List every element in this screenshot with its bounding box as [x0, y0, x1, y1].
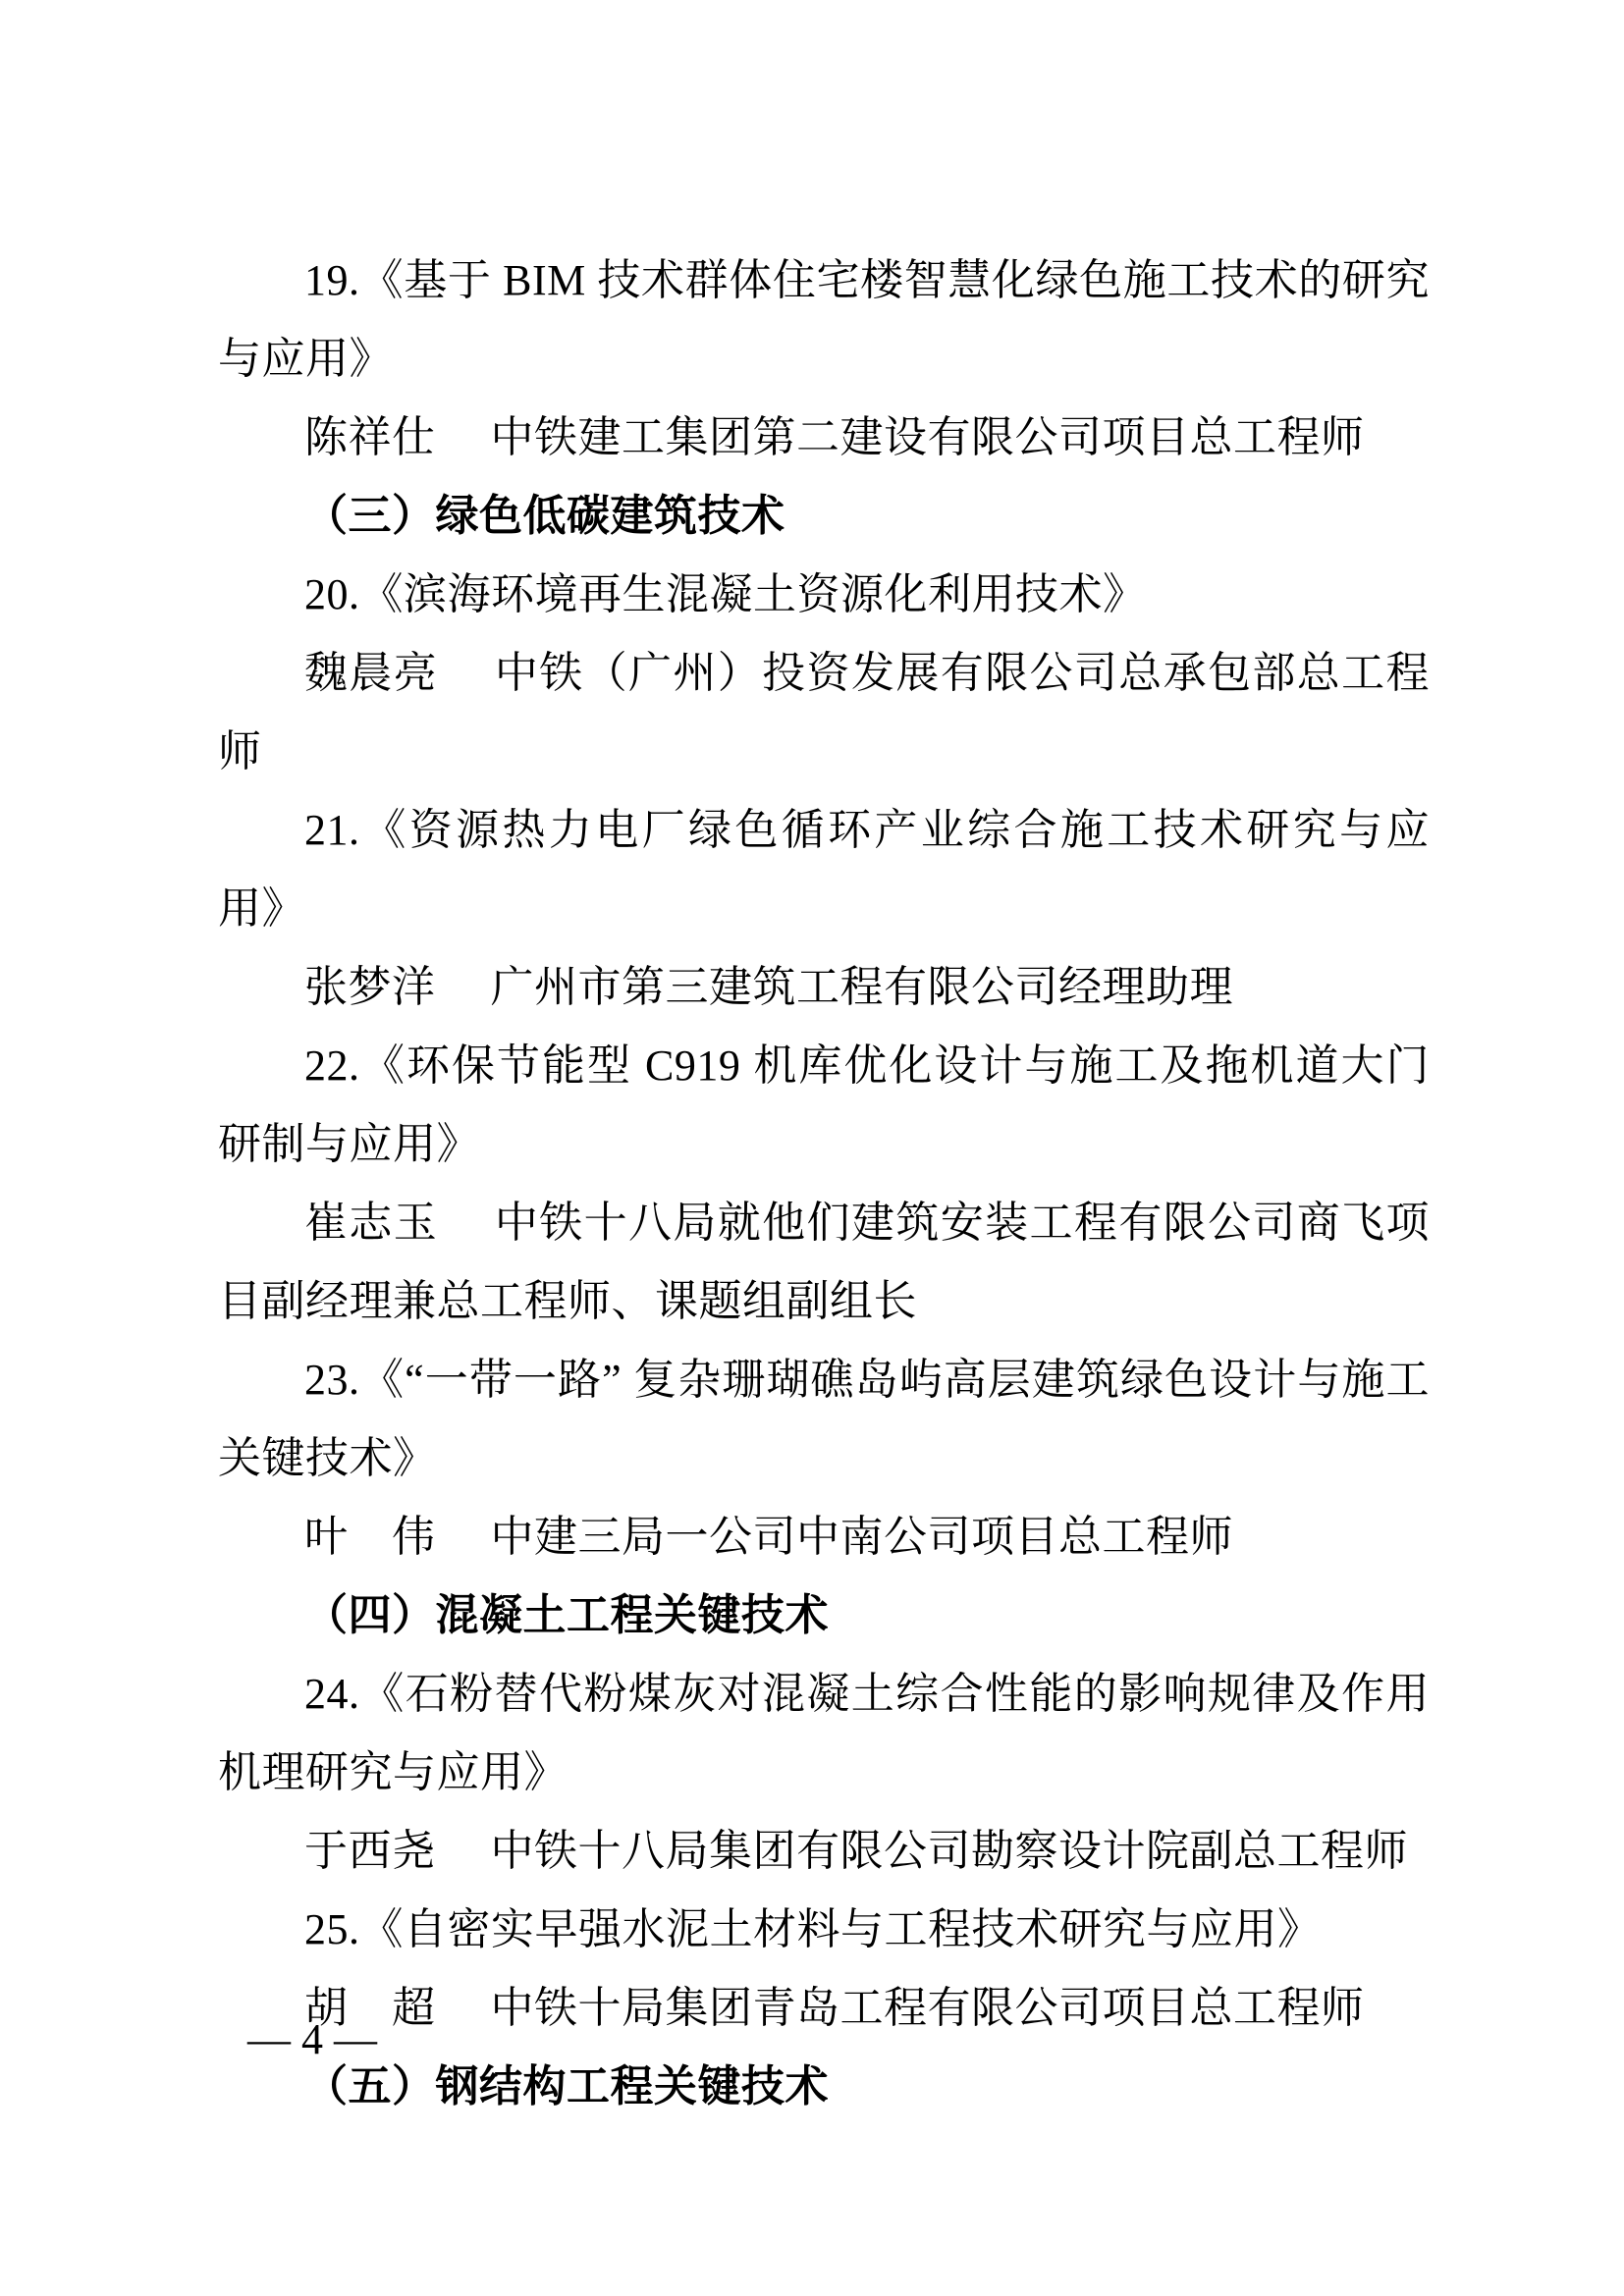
paragraph-person: 陈祥仕 中铁建工集团第二建设有限公司项目总工程师 — [304, 413, 1365, 461]
paragraph-person: 崔志玉 中铁十八局就他们建筑安装工程有限公司商飞项目副经理兼总工程师、课题组副组长 — [218, 1199, 1430, 1325]
paragraph-item: 19.《基于 BIM 技术群体住宅楼智慧化绿色施工技术的研究与应用》 — [218, 256, 1430, 383]
paragraph-section: （五）钢结构工程关键技术 — [304, 2062, 829, 2110]
paragraph-person: 叶 伟 中建三局一公司中南公司项目总工程师 — [304, 1513, 1233, 1561]
document-body — [218, 241, 1430, 2126]
paragraph-person: 魏晨亮 中铁（广州）投资发展有限公司总承包部总工程师 — [218, 649, 1430, 775]
paragraph-item: 21.《资源热力电厂绿色循环产业综合施工技术研究与应用》 — [218, 806, 1430, 933]
paragraph-item: 20.《滨海环境再生混凝土资源化利用技术》 — [304, 570, 1147, 618]
page-number: — 4 — — [247, 2015, 377, 2063]
paragraph-section: （四）混凝土工程关键技术 — [304, 1591, 829, 1639]
paragraph-section: （三）绿色低碳建筑技术 — [304, 492, 785, 540]
paragraph-person: 胡 超 中铁十局集团青岛工程有限公司项目总工程师 — [304, 1984, 1365, 2032]
paragraph-person: 于西尧 中铁十八局集团有限公司勘察设计院副总工程师 — [304, 1827, 1408, 1875]
paragraph-item: 22.《环保节能型 C919 机库优化设计与施工及拖机道大门研制与应用》 — [218, 1041, 1430, 1168]
paragraph-person: 张梦洋 广州市第三建筑工程有限公司经理助理 — [304, 963, 1233, 1011]
paragraph-item: 25.《自密实早强水泥土材料与工程技术研究与应用》 — [304, 1905, 1322, 1953]
paragraph-item: 24.《石粉替代粉煤灰对混凝土综合性能的影响规律及作用机理研究与应用》 — [218, 1670, 1430, 1796]
paragraph-item: 23.《“一带一路” 复杂珊瑚礁岛屿高层建筑绿色设计与施工关键技术》 — [218, 1356, 1430, 1482]
